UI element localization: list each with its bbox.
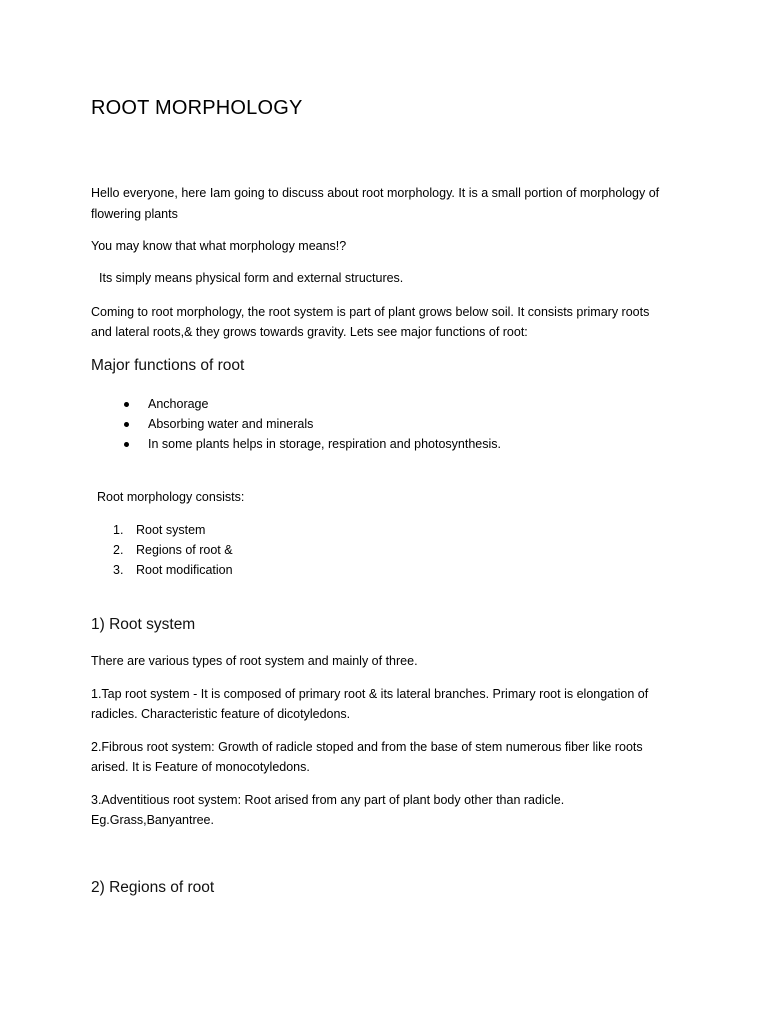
bullet-icon — [124, 422, 129, 427]
intro-line-2: flowering plants — [91, 207, 178, 221]
tap-root-line-1: 1.Tap root system - It is composed of primary root & its lateral branches. Primary root is elongation of — [91, 687, 649, 701]
list-item: 3. Root modification — [113, 563, 233, 577]
list-item: 1. Root system — [113, 523, 206, 537]
page-title: ROOT MORPHOLOGY — [91, 97, 303, 119]
bullet-icon — [124, 442, 129, 447]
consists-list — [113, 520, 233, 580]
section-1-heading: 1) Root system — [91, 616, 196, 633]
adventitious-root-line-1: 3.Adventitious root system: Root arised from any part of plant body other than radicle. — [91, 793, 565, 807]
coming-line-1: Coming to root morphology, the root system is part of plant grows below soil. It consists primary roots — [91, 305, 650, 319]
functions-heading: Major functions of root — [91, 357, 245, 374]
list-item: In some plants helps in storage, respiration and photosynthesis. — [148, 434, 501, 454]
consists-label: Root morphology consists: — [97, 490, 245, 504]
answer-paragraph: Its simply means physical form and external structures. — [99, 271, 404, 285]
bullet-icon — [124, 402, 129, 407]
list-item: Anchorage — [148, 394, 501, 414]
fibrous-root-line-1: 2.Fibrous root system: Growth of radicle stoped and from the base of stem numerous fiber like roots — [91, 740, 643, 754]
list-item: 2. Regions of root & — [113, 543, 233, 557]
list-item: Absorbing water and minerals — [148, 414, 501, 434]
question-paragraph: You may know that what morphology means!? — [91, 239, 347, 253]
adventitious-root-line-2: Eg.Grass,Banyantree. — [91, 813, 214, 827]
functions-list — [148, 394, 501, 454]
coming-line-2: and lateral roots,& they grows towards gravity. Lets see major functions of root: — [91, 325, 528, 339]
types-intro: There are various types of root system and mainly of three. — [91, 654, 418, 668]
tap-root-line-2: radicles. Characteristic feature of dicotyledons. — [91, 707, 351, 721]
section-2-heading: 2) Regions of root — [91, 879, 215, 896]
intro-line-1: Hello everyone, here Iam going to discuss about root morphology. It is a small portion of morphology of — [91, 186, 660, 200]
fibrous-root-line-2: arised. It is Feature of monocotyledons. — [91, 760, 310, 774]
